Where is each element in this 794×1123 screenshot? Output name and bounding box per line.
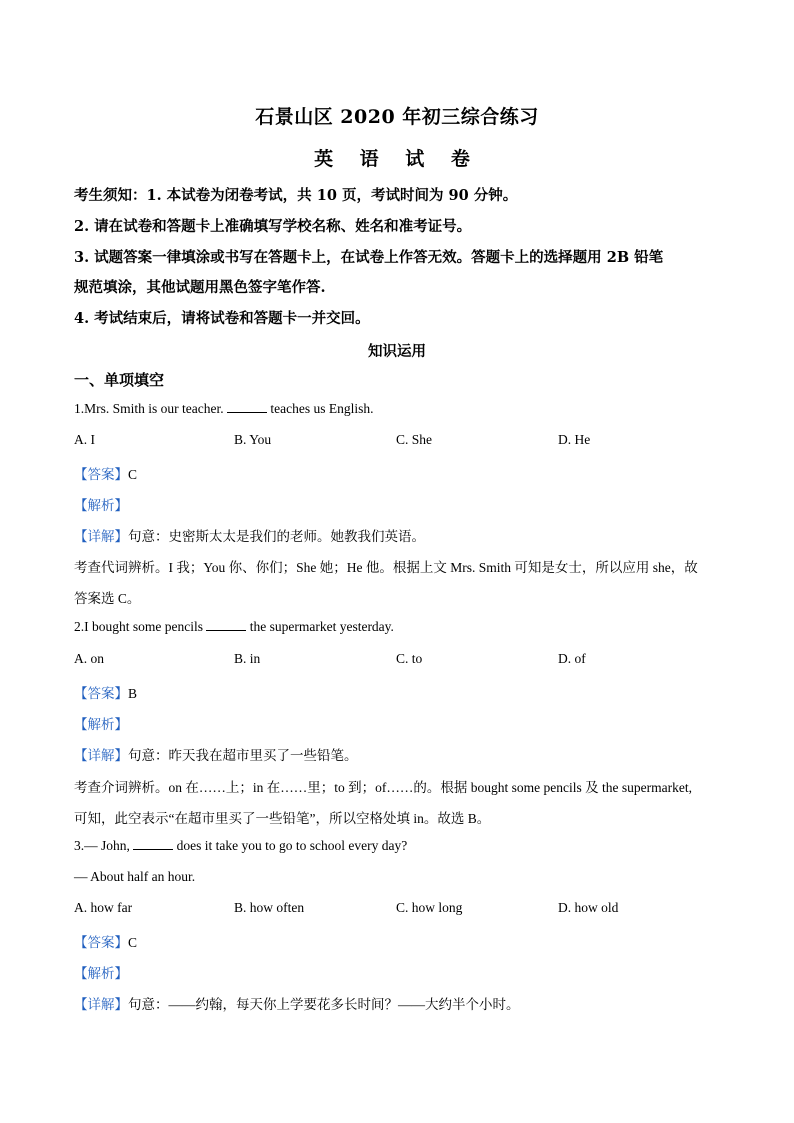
question-1-option-a: A. I xyxy=(74,432,95,447)
notice-line-3-cont: 规范填涂，其他试题用黑色签字笔作答. xyxy=(74,279,326,296)
question-1-explain-1: 考查代词辨析。I 我；You 你、你们；She 她；He 他。根据上文 Mrs. Smith 可知是女士，所以应用 she，故 xyxy=(74,560,698,575)
question-1-stem-end: teaches us English. xyxy=(270,401,374,416)
question-2-answer xyxy=(74,682,137,702)
question-3-option-c: C. how long xyxy=(396,900,463,915)
question-2-option-d: D. of xyxy=(558,651,586,666)
answer-label: 【答案】 xyxy=(74,686,128,701)
answer-value: C xyxy=(128,467,138,482)
question-1-blank xyxy=(227,401,267,413)
question-1-stem-start: 1.Mrs. Smith is our teacher. xyxy=(74,401,224,416)
question-1-option-b: B. You xyxy=(234,432,272,447)
part-title: 一、单项填空 xyxy=(74,371,165,389)
answer-label: 【答案】 xyxy=(74,935,128,950)
question-1-explain-2: 答案选 C。 xyxy=(74,591,141,606)
notice-line-3: 3. 试题答案一律填涂或书写在答题卡上，在试卷上作答无效。答题卡上的选择题用 2B 铅笔 xyxy=(74,249,664,266)
section-title: 知识运用 xyxy=(368,343,426,360)
detail-text: 句意：昨天我在超市里买了一些铅笔。 xyxy=(128,748,358,763)
question-2-option-c: C. to xyxy=(396,651,423,666)
question-2-explain-2: 可知，此空表示“在超市里买了一些铅笔”，所以空格处填 in。故选 B。 xyxy=(74,811,491,826)
question-3-blank xyxy=(133,838,173,850)
answer-value: B xyxy=(128,686,138,701)
question-3-stem-end: does it take you to go to school every day? xyxy=(176,838,408,853)
question-3-answer xyxy=(74,931,137,951)
question-3-analysis xyxy=(74,962,128,982)
detail-text: 句意：史密斯太太是我们的老师。她教我们英语。 xyxy=(128,529,425,544)
question-2-analysis xyxy=(74,713,128,733)
question-2-stem xyxy=(74,619,394,635)
question-2-explain-1: 考查介词辨析。on 在……上；in 在……里；to 到；of……的。根据 bought some pencils 及 the supermarket, xyxy=(74,780,692,795)
question-3-option-b: B. how often xyxy=(234,900,305,915)
analysis-label: 【解析】 xyxy=(74,966,128,981)
notice-line-2: 2. 请在试卷和答题卡上准确填写学校名称、姓名和准考证号。 xyxy=(74,218,472,235)
detail-label: 【详解】 xyxy=(74,748,128,763)
question-2-stem-end: the supermarket yesterday. xyxy=(249,619,394,634)
notice-line-4: 4. 考试结束后，请将试卷和答题卡一并交回。 xyxy=(74,310,370,327)
question-3-stem-start: 3.— John, xyxy=(74,838,130,853)
detail-label: 【详解】 xyxy=(74,997,128,1012)
question-2-option-a: A. on xyxy=(74,651,104,666)
question-2-blank xyxy=(206,619,246,631)
detail-label: 【详解】 xyxy=(74,529,128,544)
question-3-response: — About half an hour. xyxy=(74,869,196,884)
question-1-option-c: C. She xyxy=(396,432,433,447)
question-3-option-d: D. how old xyxy=(558,900,619,915)
question-2-option-b: B. in xyxy=(234,651,261,666)
question-1-detail xyxy=(74,525,425,545)
analysis-label: 【解析】 xyxy=(74,717,128,732)
question-2-stem-start: 2.I bought some pencils xyxy=(74,619,203,634)
notice-line-1: 考生须知：1. 本试卷为闭卷考试，共 10 页，考试时间为 90 分钟。 xyxy=(74,187,518,204)
answer-label: 【答案】 xyxy=(74,467,128,482)
question-1-stem xyxy=(74,401,373,417)
question-1-answer xyxy=(74,463,137,483)
exam-subtitle: 英 语 试 卷 xyxy=(314,148,480,170)
question-3-option-a: A. how far xyxy=(74,900,133,915)
analysis-label: 【解析】 xyxy=(74,498,128,513)
exam-title: 石景山区 2020 年初三综合练习 xyxy=(255,106,539,128)
question-1-option-d: D. He xyxy=(558,432,591,447)
question-3-stem xyxy=(74,838,407,854)
question-3-detail xyxy=(74,993,520,1013)
detail-text: 句意：——约翰，每天你上学要花多长时间？——大约半个小时。 xyxy=(128,997,520,1012)
question-2-detail xyxy=(74,744,358,764)
question-1-analysis xyxy=(74,494,128,514)
answer-value: C xyxy=(128,935,138,950)
